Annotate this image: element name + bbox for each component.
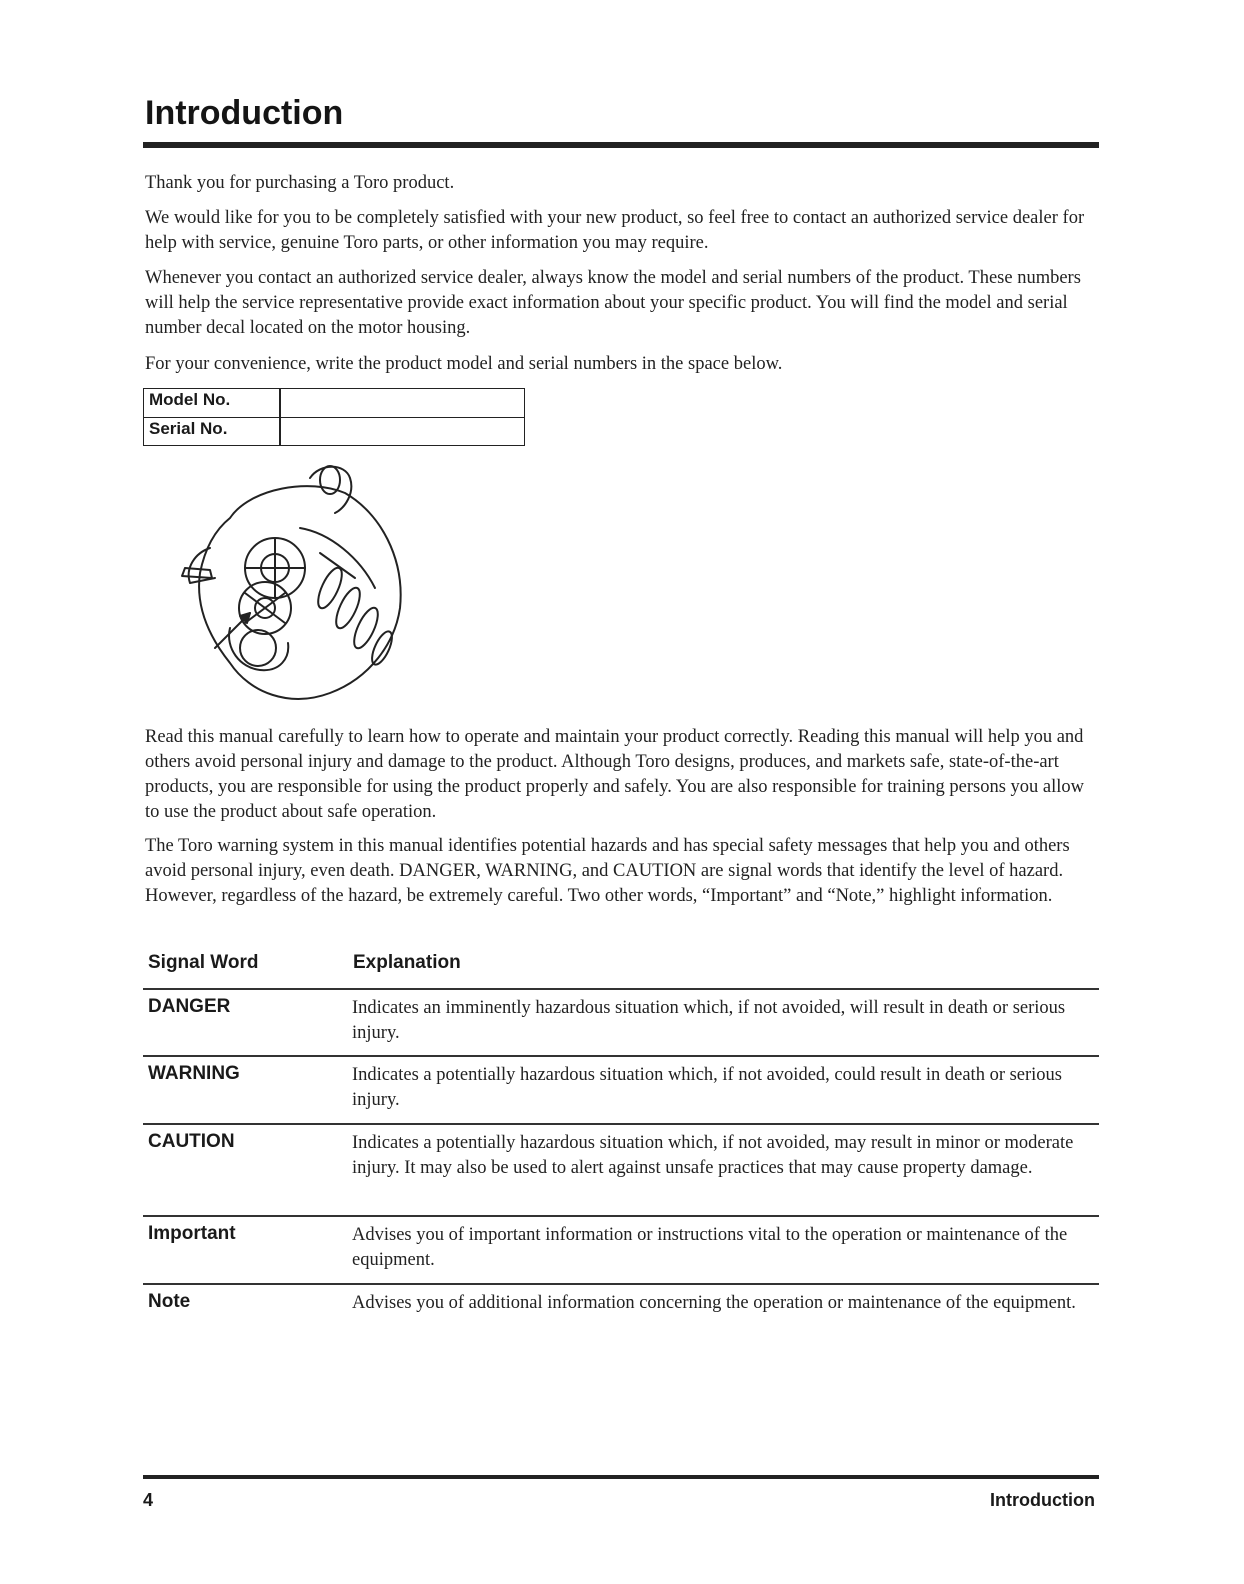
recoil-housing [229, 628, 288, 670]
table-rule [143, 1215, 1099, 1217]
body-paragraph-read-manual: Read this manual carefully to learn how to operate and maintain your product correctly. Reading this manual will help you and others avoid personal injury and damage to the product. Although Toro designs, produces, and markets safe, state-of-the-art products, you are responsible for using the product properly and safely. You are also responsible for training persons you allow to use the product about safe operation. [145, 727, 1085, 822]
explanation-header: Explanation [353, 952, 461, 973]
footer-section-title: Introduction [990, 1490, 1095, 1510]
signal-word-important: Important [148, 1223, 236, 1244]
model-number-row [144, 389, 524, 418]
signal-word-danger: DANGER [148, 996, 231, 1017]
table-rule [143, 1055, 1099, 1057]
footer-rule [143, 1475, 1099, 1479]
signal-explanation-danger: Indicates an imminently hazardous situation which, if not avoided, will result in death or serious injury. [352, 998, 1066, 1043]
model-number-label: Model No. [149, 390, 231, 409]
signal-explanation-important: Advises you of important information or instructions vital to the operation or maintenance of the equipment. [352, 1225, 1068, 1270]
signal-explanation-warning: Indicates a potentially hazardous situation which, if not avoided, could result in death or serious injury. [352, 1065, 1063, 1110]
signal-word-header: Signal Word [148, 952, 259, 973]
page-number: 4 [143, 1490, 154, 1510]
intro-paragraph-thanks: Thank you for purchasing a Toro product. [145, 173, 455, 193]
serial-table-divider [279, 389, 281, 445]
table-rule [143, 1283, 1099, 1285]
handle-grip [320, 466, 340, 494]
recoil-cap [240, 630, 276, 666]
intro-paragraph-convenience: For your convenience, write the product model and serial numbers in the space below. [145, 354, 783, 374]
signal-word-caution: CAUTION [148, 1131, 235, 1152]
table-rule [143, 988, 1099, 990]
title-rule [143, 142, 1099, 148]
table-rule [143, 1123, 1099, 1125]
signal-explanation-caution: Indicates a potentially hazardous situation which, if not avoided, may result in minor or moderate injury. It may also be used to alert against unsafe practices that may cause property damage. [352, 1133, 1074, 1178]
housing-seam [320, 553, 355, 578]
serial-number-label: Serial No. [149, 419, 228, 438]
motor-housing-decal-illustration [170, 458, 420, 708]
side-lever [182, 568, 212, 578]
page-title: Introduction [145, 94, 344, 132]
intro-paragraph-model-serial: Whenever you contact an authorized service dealer, always know the model and serial numbers of the product. These numbers will help the service representative provide exact information about your specific product. You will find the model and serial number decal located on the motor housing. [145, 268, 1081, 338]
housing-seam [300, 528, 375, 588]
signal-explanation-note: Advises you of additional information concerning the operation or maintenance of the equipment. [352, 1293, 1076, 1313]
model-number-field [286, 390, 516, 414]
serial-number-field [286, 419, 516, 443]
body-paragraph-warning-system: The Toro warning system in this manual identifies potential hazards and has special safety messages that help you and others avoid personal injury, even death. DANGER, WARNING, and CAUTION are signal words that identify the level of hazard. However, regardless of the hazard, be extremely careful. Two other words, “Important” and “Note,” highlight information. [145, 836, 1070, 906]
signal-word-warning: WARNING [148, 1063, 240, 1084]
serial-number-row [144, 418, 524, 446]
signal-word-note: Note [148, 1291, 191, 1312]
intro-paragraph-satisfaction: We would like for you to be completely satisfied with your new product, so feel free to contact an authorized service dealer for help with service, genuine Toro parts, or other information you may require. [145, 208, 1085, 253]
model-serial-table [143, 388, 525, 446]
handle-shape [310, 467, 351, 513]
housing-outline [199, 486, 401, 699]
